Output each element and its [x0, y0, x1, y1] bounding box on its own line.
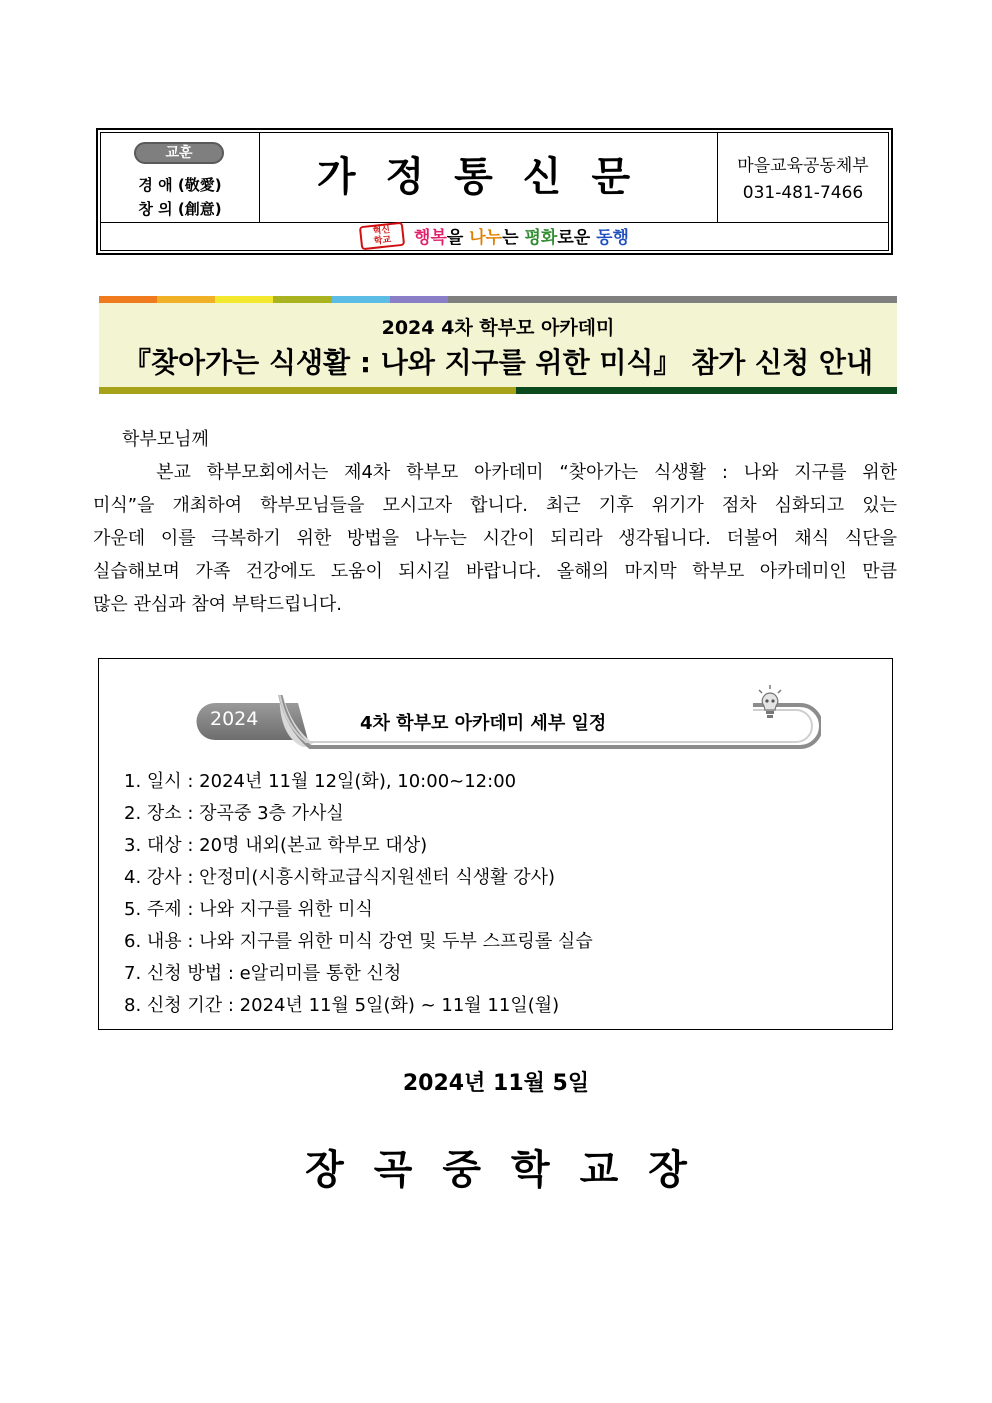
innovation-school-stamp-icon: 혁신 학교 — [359, 222, 405, 250]
motto-line-2: 창 의 (創意) — [138, 200, 222, 218]
slogan-row — [101, 223, 888, 254]
greeting: 학부모님께 — [122, 429, 209, 450]
slogan-word-7: 동행 — [596, 228, 629, 248]
schedule-item-content: 6. 내용 : 나와 지구를 위한 미식 강연 및 두부 스프링롤 실습 — [124, 931, 593, 952]
slogan-word-3: 나누 — [469, 228, 503, 248]
color-stripe-6 — [390, 296, 448, 303]
schedule-item-apply-period: 8. 신청 기간 : 2024년 11월 5일(화) ~ 11월 11일(월) — [124, 995, 560, 1016]
body-line-1: 본교 학부모회에서는 제4차 학부모 아카데미 “찾아가는 식생활 : 나와 지구를 위한 — [93, 462, 897, 483]
color-stripe-5 — [332, 296, 390, 303]
schedule-items — [124, 766, 593, 1022]
banner-bottom-bar-olive — [99, 387, 516, 394]
body-line-5: 많은 관심과 참여 부탁드립니다. — [93, 594, 342, 615]
banner-subtitle: 2024 4차 학부모 아카데미 — [381, 317, 615, 339]
banner-title: 『찾아가는 식생활 : 나와 지구를 위한 미식』 참가 신청 안내 — [123, 346, 873, 379]
slogan-word-1: 행복 — [414, 228, 447, 248]
department-name: 마을교육공동체부 — [737, 156, 869, 176]
slogan-word-2: 을 — [446, 228, 470, 248]
department-phone: 031-481-7466 — [742, 183, 864, 203]
slogan-word-6: 로운 — [557, 228, 597, 248]
announcement-banner — [99, 303, 897, 387]
color-stripe-7 — [448, 296, 897, 303]
banner-bottom-bar-green — [516, 387, 897, 394]
schedule-item-topic: 5. 주제 : 나와 지구를 위한 미식 — [124, 899, 373, 920]
schedule-item-date: 1. 일시 : 2024년 11월 12일(화), 10:00~12:00 — [124, 771, 517, 792]
body-line-4: 실습해보며 가족 건강에도 도움이 되시길 바랍니다. 올해의 마지막 학부모 아카데미인 만큼 — [93, 561, 897, 582]
color-stripe-1 — [99, 296, 157, 303]
motto-tag: 교훈 — [134, 142, 224, 164]
body-line-2: 미식”을 개최하여 학부모님들을 모시고자 합니다. 최근 기후 위기가 점차 심화되고 있는 — [93, 495, 897, 516]
schedule-item-place: 2. 장소 : 장곡중 3층 가사실 — [124, 803, 344, 824]
schedule-item-apply-method: 7. 신청 방법 : e알리미를 통한 신청 — [124, 963, 402, 984]
slogan-word-4: 는 — [502, 228, 525, 248]
schedule-item-instructor: 4. 강사 : 안정미(시흥시학교급식지원센터 식생활 강사) — [124, 867, 556, 888]
schedule-year: 2024 — [210, 708, 259, 730]
header-top-row — [101, 133, 888, 223]
lightbulb-icon — [756, 684, 784, 720]
schedule-item-target: 3. 대상 : 20명 내외(본교 학부모 대상) — [124, 835, 428, 856]
slogan-word-5: 평화 — [524, 228, 558, 248]
issue-date: 2024년 11월 5일 — [402, 1071, 590, 1096]
school-motto-cell — [101, 133, 260, 222]
department-contact-cell — [718, 133, 888, 222]
motto-line-1: 경 애 (敬愛) — [138, 176, 222, 194]
body-line-3: 가운데 이를 극복하기 위한 방법을 나누는 시간이 되리라 생각됩니다. 더불어 채식 식단을 — [93, 528, 897, 549]
newsletter-header — [96, 128, 893, 255]
color-stripe-2 — [157, 296, 215, 303]
principal-signature: 장곡중학교장 — [305, 1147, 717, 1193]
color-stripe-4 — [273, 296, 332, 303]
document-title: 가정통신문 — [260, 133, 718, 222]
color-stripe-3 — [215, 296, 273, 303]
schedule-title: 4차 학부모 아카데미 세부 일정 — [360, 713, 607, 734]
header-inner-frame — [100, 132, 889, 251]
